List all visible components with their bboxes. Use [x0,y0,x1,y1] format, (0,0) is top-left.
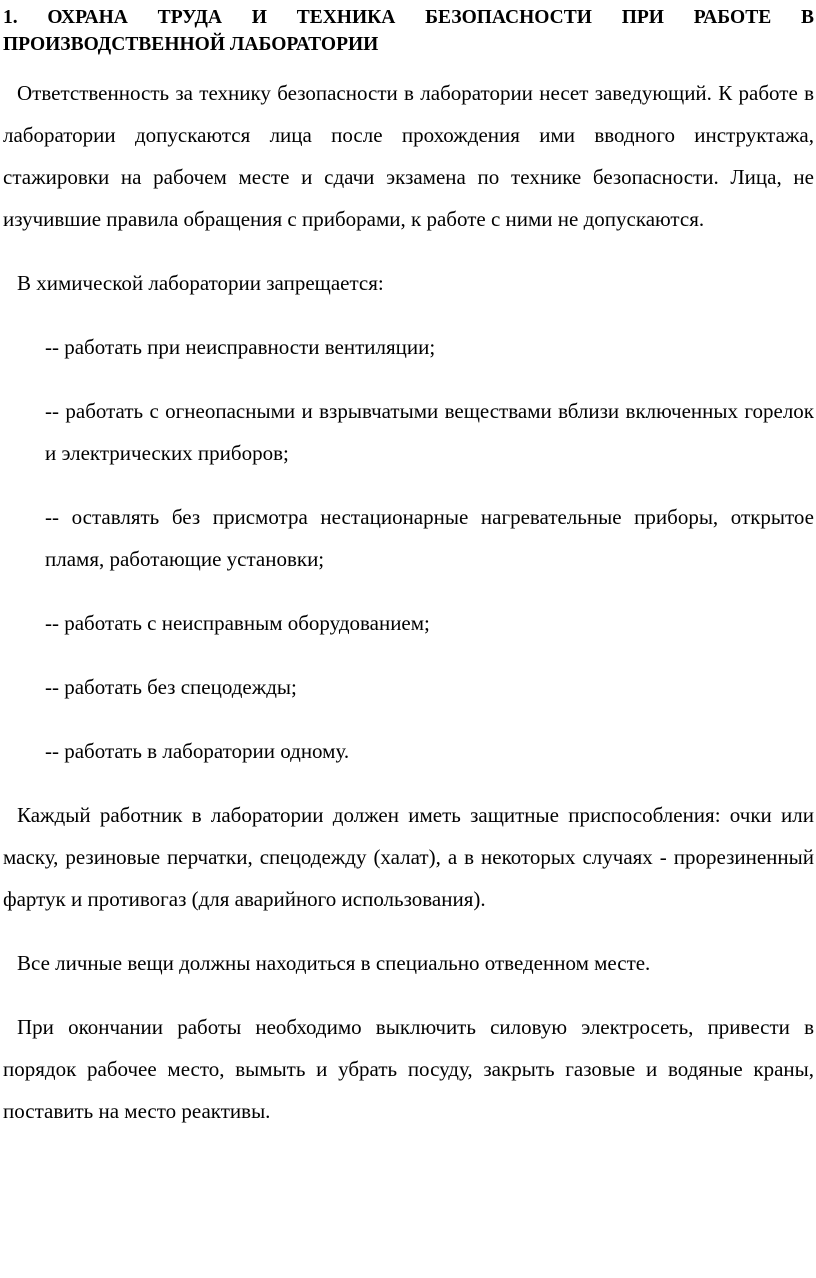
prohibited-item: -- оставлять без присмотра нестационарные нагревательные приборы, открытое пламя, работающие установки; [45,505,814,571]
prohibited-item: -- работать с неисправным оборудованием; [45,611,430,635]
protection-paragraph: Каждый работник в лаборатории должен иметь защитные приспособления: очки или маску, резиновые перчатки, спецодежду (халат), а в некоторых случаях - прорезиненный фартук и противогаз (для аварийного использования). [3,803,814,911]
prohibited-item: -- работать с огнеопасными и взрывчатыми веществами вблизи включенных горелок и электрических приборов; [45,399,814,465]
end-of-work-paragraph: При окончании работы необходимо выключить силовую электросеть, привести в порядок рабочее место, вымыть и убрать посуду, закрыть газовые и водяные краны, поставить на место реактивы. [3,1015,814,1123]
personal-items-paragraph: Все личные вещи должны находиться в специально отведенном месте. [17,951,651,975]
prohibited-heading: В химической лаборатории запрещается: [17,271,384,295]
section-title: 1. ОХРАНА ТРУДА И ТЕХНИКА БЕЗОПАСНОСТИ ПРИ РАБОТЕ В ПРОИЗВОДСТВЕННОЙ ЛАБОРАТОРИИ [3,7,814,55]
intro-paragraph: Ответственность за технику безопасности в лаборатории несет заведующий. К работе в лаборатории допускаются лица после прохождения ими вводного инструктажа, стажировки на рабочем месте и сдачи экзамена по технике безопасности. Лица, не изучившие правила обращения с приборами, к работе с ними не допускаются. [3,81,814,231]
prohibited-item: -- работать при неисправности вентиляции; [45,335,436,359]
prohibited-item: -- работать в лаборатории одному. [45,739,350,763]
prohibited-item: -- работать без спецодежды; [45,675,297,699]
